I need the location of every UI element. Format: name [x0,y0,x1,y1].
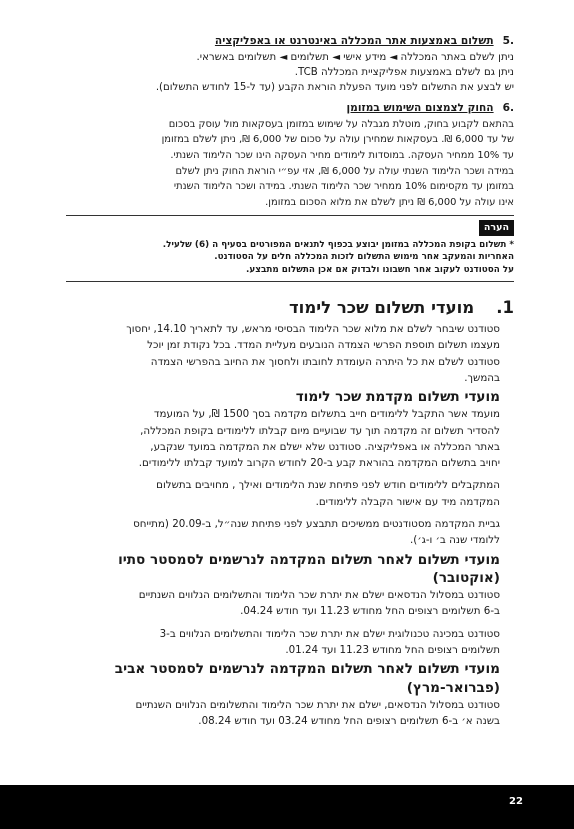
note-text [66,239,514,276]
paragraph-line: סטודנט במסלול הנדסאים, ישלם את יתרת שכר הלימוד והתשלומים הנלווים השנתיים [135,698,500,711]
paragraph-line: באתר המכללה או באפליקציה. סטודנט שלא ישלם את המקדמה במועד שנקבע, [150,440,500,453]
note-line: * תשלום בקופת המכללה במזומן יבוצע בכפוף לתנאים המפורטים בסעיף ה (6) שלעיל. [162,239,514,250]
section-title: החוק לצמצום השימוש במזומן [346,101,494,114]
paragraph-line: תשלומים רצופים החל מחודש 11.23 ועד 01.24. [285,643,500,656]
paragraph-line: יחויב בתשלום המקדמה בהוראת קבע ב-20 לחודש הקרוב למועד קבלתו ללימודים. [138,457,500,470]
paragraph-line: עד 10% ממחיר העסקה. במוסדות לימודים מחיר העסקה הינו שכר הלימוד השנתי. [170,149,514,161]
section-6-heading [66,101,514,117]
main-heading [66,296,514,321]
paragraph-line: להסדיר תשלום זה מקדמה תוך עד שבועיים מיום קבלתו ללימודים בקופת המכללה, [140,424,500,437]
page-number: 22 [509,796,523,807]
section-5-heading [66,34,514,50]
subheading-spring: מועדי תשלום לאחר תשלום המקדמה לנרשמים לסמסטר אביב (פברואר-מרץ) [114,661,500,696]
paragraph-line: סטודנט במסלול הנדסאים ישלם את יתרת שכר הלימוד והתשלומים הנלווים השנתיים [138,589,500,602]
section-title: תשלום באמצעות אתר המכללה באינטרנט או באפליקציה [214,35,494,47]
note-line: על הסטודנט לעקוב אחר חשבונו ולבדוק אם אכן התשלום מתבצע. [246,264,514,275]
paragraph-line: סטודנט במכינה טכנולוגית ישלם את יתרת שכר הלימוד והתשלומים הנלווים ב-3 [159,627,500,640]
paragraph-line: סטודנט לשלם את כל היתרה העומדת לחובתו ולחסוך את החיוב בהפרשי הצמדה [150,355,500,368]
paragraph-line: ב-6 תשלומים רצופים החל מחודש 11.23 ועד חודש 04.24. [240,605,500,618]
paragraph-line: יש לבצע את התשלום לפני מועד הפעלת הוראת הקבע (עד ל-15 לחודש התשלום). [155,82,514,94]
paragraph-line: במידה ושכר הלימוד השנתי עולה על 6,000 ₪, אזי עפ״י הוראת החוק ניתן לשלם [175,165,514,177]
paragraph-line: המתקבלים ללימודים חודש לפני פתיחת שנת הלימודים ואילך , מחויבים בתשלום [156,479,500,492]
subheading-fall: מועדי תשלום לאחר תשלום המקדמה לנרשמים לסמסטר סתיו (אוקטובר) [118,551,500,586]
paragraph-line: ניתן גם לשלם באמצעות אפליקציית המכללה TCB. [294,67,514,79]
paragraph-line: ניתן לשלם באתר המכללה ◄ מידע אישי ◄ תשלומים ◄ תשלומים באשראי. [196,51,514,63]
paragraph-line: אינו עולה על 6,000 ₪ ניתן לשלם את מלוא הסכום במזומן. [265,196,514,208]
paragraph-line: בהתאם לקבוע בחוק, מוטלת מגבלה על שימוש במזומן בעסקאות מול עוסק בסכום [168,118,514,130]
paragraph-line: במזומן עד מקסימום 10% ממחיר שכר הלימוד השנתי. במידה ושכר הלימוד השנתי [173,181,514,193]
paragraph-line: מעצמו תשלום תוספת הפרשי הצמדה הנובעים מעליית המדד. בכל נקודת זמן יוכל [147,339,500,352]
section-6 [66,101,514,211]
divider [66,281,514,282]
paragraph-line: של עד 6,000 ₪. בעסקאות שמחירן עולה על סכום של 6,000 ₪, ניתן לשלם במזומן [161,134,514,146]
note-label: הערה [479,220,514,236]
chapter-title: מועדי תשלום שכר לימוד [288,298,475,318]
paragraph-line: בשנה א׳ ב-6 תשלומים רצופים החל מחודש 03.24 ועד חודש 08.24. [198,715,500,728]
page-content [66,34,514,729]
paragraph-line: המקדמה מיד עם אישור הקבלה ללימודים. [315,495,500,508]
paragraph-line: ללומדי שנה ב׳ ו-ג׳). [410,534,500,547]
main-body [66,321,514,730]
subheading-advance: מועדי תשלום מקדמת שכר לימוד [295,389,500,406]
section-5 [66,34,514,96]
note-box [66,216,514,277]
footer-bar [0,785,574,829]
section-number: .5 [502,35,514,47]
paragraph-line: בהמשך. [464,371,500,384]
paragraph-line: מועמד אשר התקבל ללימודים חייב בתשלום מקדמה בסך 1500 ₪, על המועמד [153,408,500,421]
chapter-number: 1. [496,298,514,318]
paragraph-line: גביית המקדמה מסטודנטים ממשיכים תתבצע לפני פתיחת שנה״ל, ב-20.09 (מתייחס [133,517,500,530]
section-number: .6 [502,101,514,114]
note-line: האחריות והמעקב אחר מימוש התשלום לזכות המכללה חלים על הסטודנט. [214,252,514,263]
paragraph-line: סטודנט שיבחר לשלם את מלוא שכר הלימוד הבסיסי מראש, עד לתאריך 14.10, יחסוך [126,322,500,335]
